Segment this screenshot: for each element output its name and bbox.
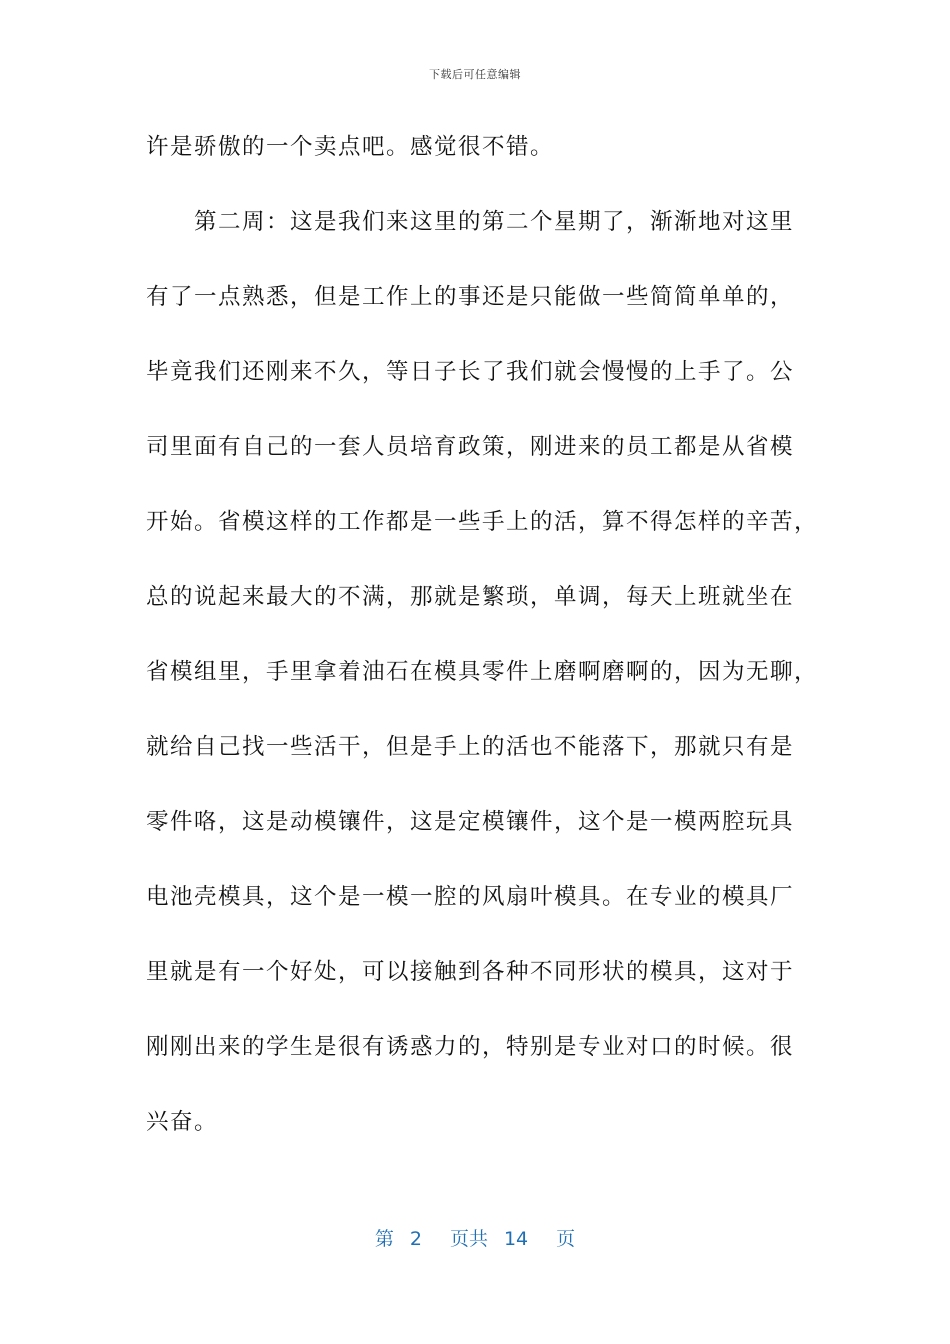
page-suffix: 页 [556, 1228, 576, 1250]
text-line: 有了一点熟悉，但是工作上的事还是只能做一些简简单单的， [146, 284, 795, 310]
text-line: 刚刚出来的学生是很有诱惑力的，特别是专业对口的时候。很 [146, 1034, 795, 1060]
total-pages: 14 [503, 1228, 529, 1250]
text-line: 电池壳模具，这个是一模一腔的风扇叶模具。在专业的模具厂 [146, 884, 795, 910]
text-line: 里就是有一个好处，可以接触到各种不同形状的模具，这对于 [146, 959, 795, 985]
text-line: 就给自己找一些活干，但是手上的活也不能落下，那就只有是 [146, 734, 795, 760]
text-line: 总的说起来最大的不满，那就是繁琐，单调，每天上班就坐在 [146, 584, 795, 610]
document-body [146, 118, 819, 1168]
text-line: 第二周：这是我们来这里的第二个星期了，渐渐地对这里 [146, 209, 795, 235]
page-middle: 页共 [449, 1228, 488, 1250]
page-prefix: 第 [374, 1228, 394, 1250]
text-line: 毕竟我们还刚来不久，等日子长了我们就会慢慢的上手了。公 [146, 359, 795, 385]
text-line: 开始。省模这样的工作都是一些手上的活，算不得怎样的辛苦， [146, 509, 819, 535]
text-line: 许是骄傲的一个卖点吧。感觉很不错。 [146, 134, 555, 160]
text-line: 兴奋。 [146, 1109, 219, 1135]
text-line: 省模组里，手里拿着油石在模具零件上磨啊磨啊的，因为无聊， [146, 659, 819, 685]
page-number: 2 [409, 1228, 422, 1250]
text-line: 零件咯，这是动模镶件，这是定模镶件，这个是一模两腔玩具 [146, 809, 795, 835]
page-footer [0, 1224, 950, 1251]
page-header-note: 下载后可任意编辑 [429, 68, 521, 81]
text-line: 司里面有自己的一套人员培育政策，刚进来的员工都是从省模 [146, 434, 795, 460]
